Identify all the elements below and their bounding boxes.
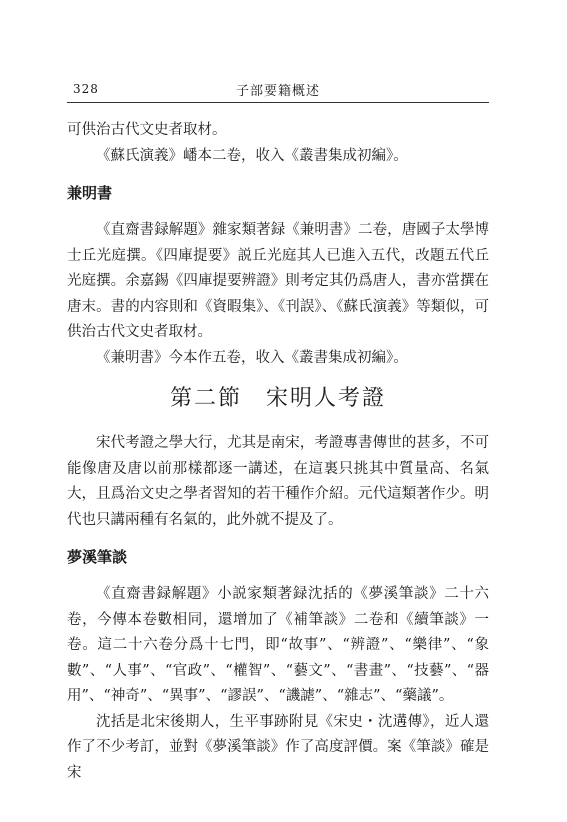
chapter-title: 第二節 宋明人考證 — [169, 386, 386, 411]
paragraph-intro: 宋代考證之學大行，尤其是南宋，考證專書傳世的甚多，不可能像唐及唐以前那樣都逐一講述，在這裏只挑其中質量高、名氣大，且爲治文史之學者習知的若干種作介紹。元代這類著作少。明代也只講兩種有名氣的，此外就不提及了。 — [67, 435, 489, 528]
section-heading-jianming: 兼明書 — [67, 184, 113, 202]
page-number: 328 — [73, 82, 99, 96]
paragraph-mengxi-1: 《直齋書録解題》小説家類著録沈括的《夢溪筆談》二十六卷，今傳本卷數相同，還增加了《補筆談》二卷和《續筆談》一卷。這二十六卷分爲十七門，即“故事”、“辨證”、“樂律”、“象數”、“人事”、“官政”、“權智”、“藝文”、“書畫”、“技藝”、“器用”、“神奇”、“異事”、“謬誤”、“譏謔”、“雜志”、“藥議”。 — [67, 586, 489, 704]
paragraph-carry-over: 可供治古代文史者取材。 — [67, 122, 227, 138]
paragraph-mengxi-2: 沈括是北宋後期人，生平事跡附見《宋史・沈遘傳》，近人還作了不少考訂，並對《夢溪筆談》作了高度評價。案《筆談》確是宋 — [67, 713, 489, 781]
paragraph-jianming-1: 《直齋書録解題》雜家類著録《兼明書》二卷，唐國子太學博士丘光庭撰。《四庫提要》説丘光庭其人已進入五代，改題五代丘光庭撰。余嘉錫《四庫提要辨證》則考定其仍爲唐人，書亦當撰在唐末。書的内容則和《資暇集》、《刊誤》、《蘇氏演義》等類似，可供治古代文史者取材。 — [67, 222, 489, 340]
page-body — [67, 118, 489, 786]
paragraph-jianming-2: 《兼明書》今本作五卷，收入《叢書集成初編》。 — [96, 349, 408, 366]
paragraph-su-edition: 《蘇氏演義》嶓本二卷，收入《叢書集成初編》。 — [96, 147, 408, 164]
section-heading-mengxi: 夢溪筆談 — [67, 548, 128, 566]
running-title: 子部要籍概述 — [235, 84, 320, 99]
page-header — [67, 78, 489, 103]
